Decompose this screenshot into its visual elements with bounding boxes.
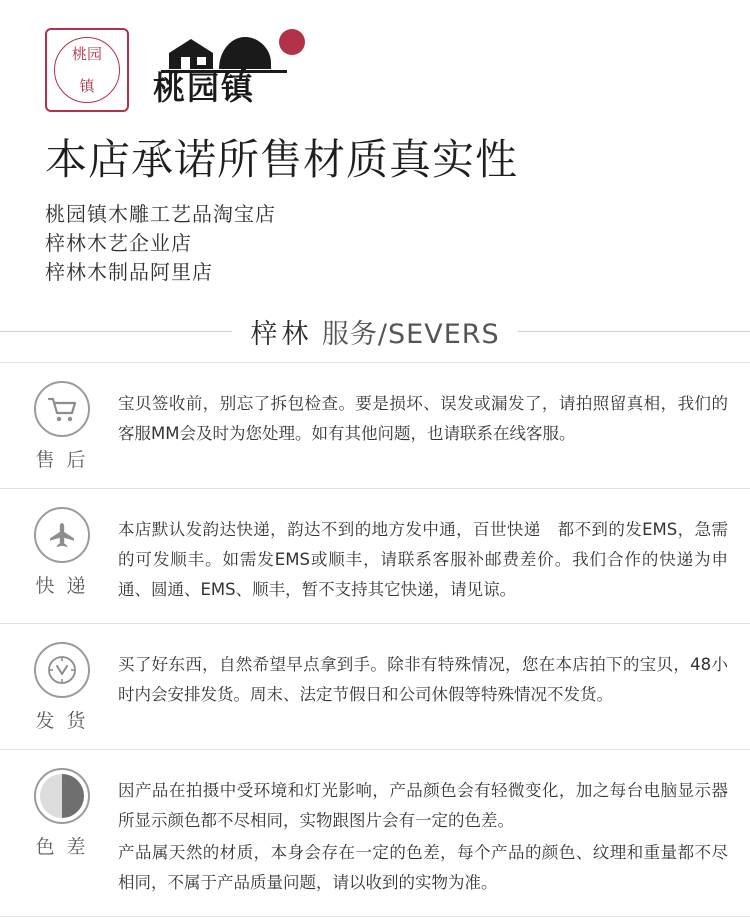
brand-logo <box>153 27 303 113</box>
service-text-shipping-carrier: 本店默认发韵达快递，韵达不到的地方发中通，百世快递 都不到的发EMS，急需的可发顺丰。如需发EMS或顺丰，请联系客服补邮费差价。我们合作的快递为申通、圆通、EMS、顺丰，暂不支持其它快递，请见谅。 <box>118 520 728 599</box>
service-text-color-difference-2: 产品属天然的材质，本身会存在一定的色差，每个产品的颜色、纹理和重量都不尽相同，不属于产品质量问题，请以收到的实物为准。 <box>118 843 728 892</box>
service-title-en: 服务/SEVERS <box>312 318 500 350</box>
service-label-dispatch: 发 货 <box>35 710 89 732</box>
house-tree-logo-icon <box>161 29 287 73</box>
airplane-icon <box>34 507 90 563</box>
stamp-seal-icon <box>45 28 129 112</box>
divider-left <box>0 331 232 332</box>
service-title-cn: 梓林 <box>250 318 313 350</box>
color-difference-icon <box>34 768 90 824</box>
shopping-cart-icon <box>34 381 90 437</box>
service-text-dispatch: 买了好东西，自然希望早点拿到手。除非有特殊情况，您在本店拍下的宝贝，48小时内会安排发货。周末、法定节假日和公司休假等特殊情况不发货。 <box>118 655 728 704</box>
service-label-color-difference: 色 差 <box>35 836 89 858</box>
service-label-shipping-carrier: 快 递 <box>35 575 89 597</box>
clock-icon <box>34 642 90 698</box>
service-text-after-sales: 宝贝签收前，别忘了拆包检查。要是损坏、误发或漏发了，请拍照留真相，我们的客服MM会及时为您处理。如有其他问题，也请联系在线客服。 <box>118 394 728 443</box>
service-section-title <box>0 304 750 358</box>
promise-title: 本店承诺所售材质真实性 <box>45 135 519 184</box>
service-row-dispatch <box>0 623 750 749</box>
shop-item-2: 梓林木艺企业店 <box>45 231 192 255</box>
service-text-color-difference-1: 因产品在拍摄中受环境和灯光影响，产品颜色会有轻微变化，加之每台电脑显示器所显示颜色都不尽相同，实物跟图片会有一定的色差。 <box>118 781 728 830</box>
seal-line-2: 镇 <box>79 77 95 95</box>
brand-red-dot-icon <box>279 29 305 55</box>
brand-name: 桃园镇 <box>153 69 256 107</box>
service-row-color-difference <box>0 749 750 917</box>
shop-item-3: 梓林木制品阿里店 <box>45 260 213 284</box>
divider-right <box>518 331 750 332</box>
shop-list <box>45 200 750 287</box>
seal-line-1: 桃园 <box>71 45 102 63</box>
service-label-after-sales: 售 后 <box>35 449 89 471</box>
service-row-shipping-carrier <box>0 488 750 623</box>
page-header <box>0 0 750 286</box>
service-row-after-sales <box>0 362 750 488</box>
shop-item-1: 桃园镇木雕工艺品淘宝店 <box>45 202 276 226</box>
logo-row <box>0 24 750 116</box>
service-rows <box>0 362 750 917</box>
